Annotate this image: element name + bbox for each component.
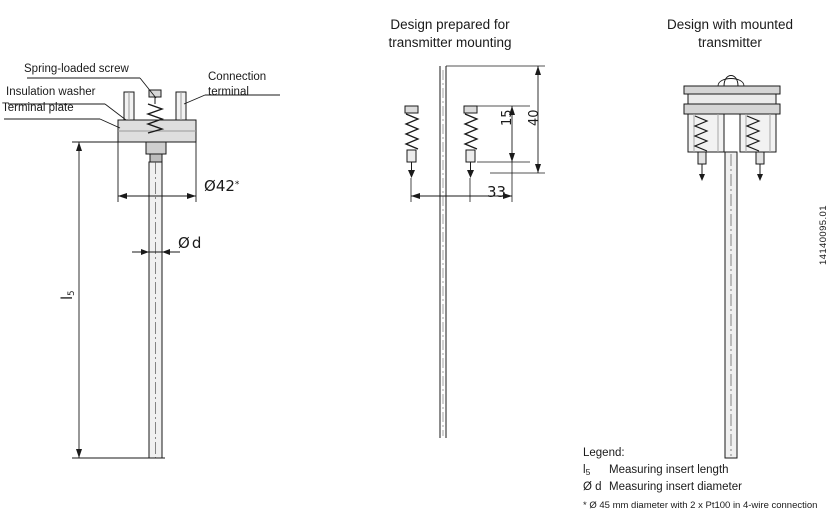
drawing-code: 14140095.01: [818, 205, 829, 265]
legend-symbol-l-sub: 5: [585, 467, 591, 477]
insert-length-subscript: 5: [67, 290, 77, 296]
dimension-40: 40: [527, 109, 542, 126]
legend-heading: Legend:: [583, 447, 625, 459]
center-view-title-line1: Design prepared for: [390, 17, 510, 32]
right-view-title-line2: transmitter: [698, 35, 762, 51]
diameter-42-value: 42: [215, 177, 235, 195]
callout-spring-loaded-screw: Spring-loaded screw: [24, 63, 129, 75]
callout-connection-terminal: [208, 70, 266, 100]
dimension-33: 33: [487, 183, 507, 201]
legend-symbol-l5: [583, 464, 609, 477]
insert-length-symbol: l: [58, 295, 76, 300]
legend: [583, 447, 817, 511]
callout-terminal-plate: Terminal plate: [2, 102, 74, 114]
diameter-symbol-d: Ø: [178, 234, 190, 252]
diameter-42-asterisk: *: [234, 180, 240, 190]
legend-text-insert-diameter: Measuring insert diameter: [609, 481, 742, 493]
callout-connection-terminal-line1: Connection: [208, 71, 267, 83]
right-view-title: [630, 16, 830, 52]
legend-footnote: * Ø 45 mm diameter with 2 x Pt100 in 4-wire connection: [583, 500, 818, 511]
center-view-title: [350, 16, 550, 52]
legend-text-insert-length: Measuring insert length: [609, 464, 729, 476]
callout-insulation-washer: Insulation washer: [6, 86, 96, 98]
dimension-15: 15: [500, 109, 515, 126]
legend-row-insert-diameter: [583, 481, 817, 493]
dimension-insert-length: [58, 290, 77, 300]
legend-row-insert-length: [583, 464, 817, 477]
center-assembly-drawing: [380, 58, 600, 458]
legend-symbol-l: l: [583, 464, 586, 476]
center-view-title-line2: transmitter mounting: [388, 35, 512, 51]
callout-connection-terminal-line2: terminal: [208, 85, 249, 98]
legend-symbol-diameter-d: Ø d: [583, 481, 602, 493]
dimension-diameter-d: [178, 234, 201, 252]
diameter-d-value: d: [191, 234, 202, 252]
right-view-title-line1: Design with mounted: [666, 17, 794, 32]
diameter-symbol: Ø: [204, 177, 216, 195]
right-assembly-drawing: [660, 58, 810, 458]
dimension-diameter-42: [204, 177, 239, 195]
